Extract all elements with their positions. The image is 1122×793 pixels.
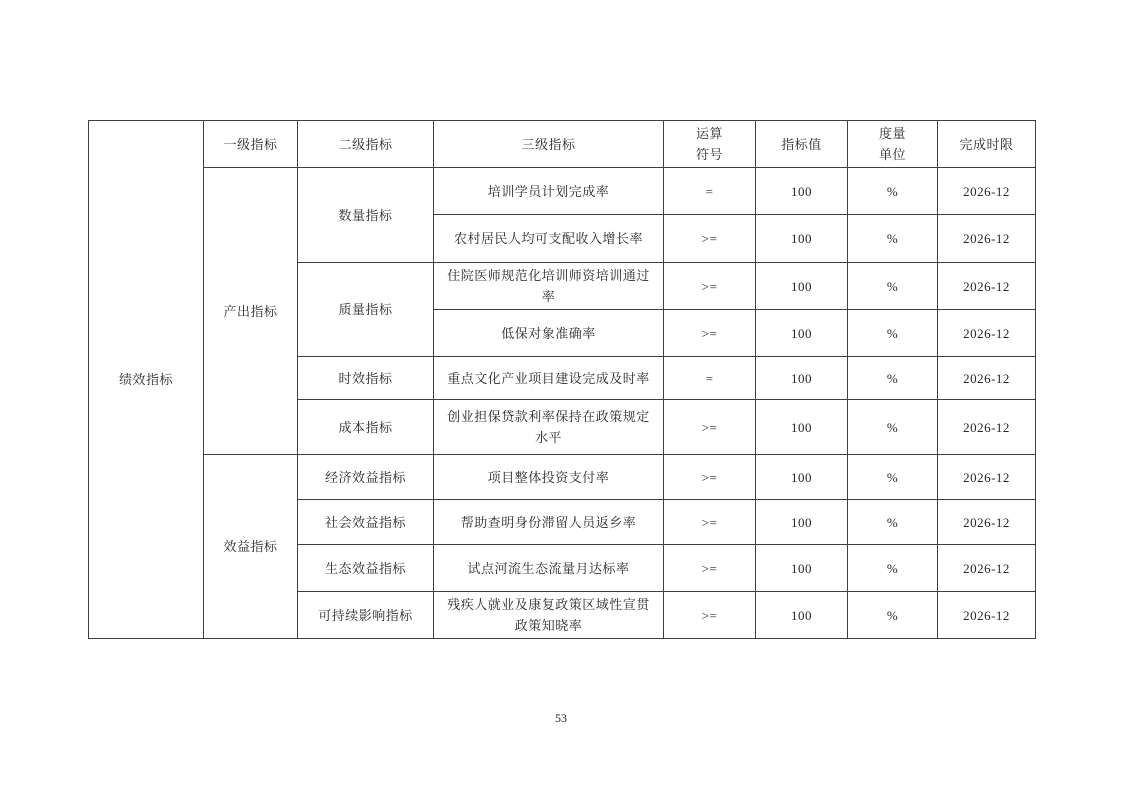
performance-indicator-table [88,120,1036,639]
cell-value: 100 [756,400,848,455]
page-number: 53 [555,711,567,725]
cell-level3: 培训学员计划完成率 [434,168,664,215]
header-indicator-value: 指标值 [756,121,848,168]
cell-unit: % [848,400,938,455]
cell-value: 100 [756,168,848,215]
cell-value: 100 [756,455,848,500]
cell-deadline: 2026-12 [938,400,1036,455]
cell-level3: 重点文化产业项目建设完成及时率 [434,357,664,400]
cell-level2-timeliness: 时效指标 [298,357,434,400]
cell-unit: % [848,500,938,545]
cell-operator: = [664,357,756,400]
cell-level3: 项目整体投资支付率 [434,455,664,500]
cell-operator: >= [664,545,756,592]
cell-unit: % [848,263,938,310]
cell-level3: 残疾人就业及康复政策区域性宣贯政策知晓率 [434,592,664,639]
cell-level3: 试点河流生态流量月达标率 [434,545,664,592]
cell-deadline: 2026-12 [938,215,1036,263]
cell-level2-quantity: 数量指标 [298,168,434,263]
table-row [89,168,1036,215]
cell-level2-cost: 成本指标 [298,400,434,455]
cell-level3: 创业担保贷款利率保持在政策规定水平 [434,400,664,455]
cell-level2-quality: 质量指标 [298,263,434,357]
cell-level1-output: 产出指标 [204,168,298,455]
cell-performance-indicator-label: 绩效指标 [89,121,204,639]
cell-unit: % [848,310,938,357]
header-unit-line2: 单位 [878,147,906,162]
cell-level2-sustainability: 可持续影响指标 [298,592,434,639]
cell-deadline: 2026-12 [938,310,1036,357]
cell-operator: >= [664,215,756,263]
header-operator-line1: 运算 [695,126,723,141]
header-unit-line1: 度量 [878,126,906,141]
cell-value: 100 [756,545,848,592]
cell-level3: 农村居民人均可支配收入增长率 [434,215,664,263]
cell-value: 100 [756,592,848,639]
cell-value: 100 [756,310,848,357]
cell-level3: 帮助查明身份滞留人员返乡率 [434,500,664,545]
cell-operator: >= [664,592,756,639]
cell-value: 100 [756,500,848,545]
cell-level3: 低保对象准确率 [434,310,664,357]
cell-level2-social: 社会效益指标 [298,500,434,545]
cell-unit: % [848,592,938,639]
cell-unit: % [848,215,938,263]
cell-deadline: 2026-12 [938,168,1036,215]
cell-operator: >= [664,455,756,500]
cell-deadline: 2026-12 [938,357,1036,400]
cell-deadline: 2026-12 [938,545,1036,592]
cell-level3: 住院医师规范化培训师资培训通过率 [434,263,664,310]
header-completion-deadline: 完成时限 [938,121,1036,168]
cell-deadline: 2026-12 [938,500,1036,545]
header-row [89,121,1036,168]
cell-operator: = [664,168,756,215]
header-measure-unit [848,121,938,168]
cell-operator: >= [664,500,756,545]
cell-value: 100 [756,357,848,400]
cell-unit: % [848,357,938,400]
cell-unit: % [848,545,938,592]
cell-operator: >= [664,263,756,310]
cell-level1-benefit: 效益指标 [204,455,298,639]
cell-level2-ecological: 生态效益指标 [298,545,434,592]
cell-deadline: 2026-12 [938,263,1036,310]
cell-value: 100 [756,215,848,263]
header-operator-line2: 符号 [695,147,723,162]
cell-operator: >= [664,310,756,357]
cell-unit: % [848,455,938,500]
header-operator-symbol [664,121,756,168]
header-level1-indicator: 一级指标 [204,121,298,168]
cell-level2-economic: 经济效益指标 [298,455,434,500]
table-row [89,455,1036,500]
header-level3-indicator: 三级指标 [434,121,664,168]
cell-unit: % [848,168,938,215]
cell-operator: >= [664,400,756,455]
cell-value: 100 [756,263,848,310]
cell-deadline: 2026-12 [938,592,1036,639]
cell-deadline: 2026-12 [938,455,1036,500]
header-level2-indicator: 二级指标 [298,121,434,168]
